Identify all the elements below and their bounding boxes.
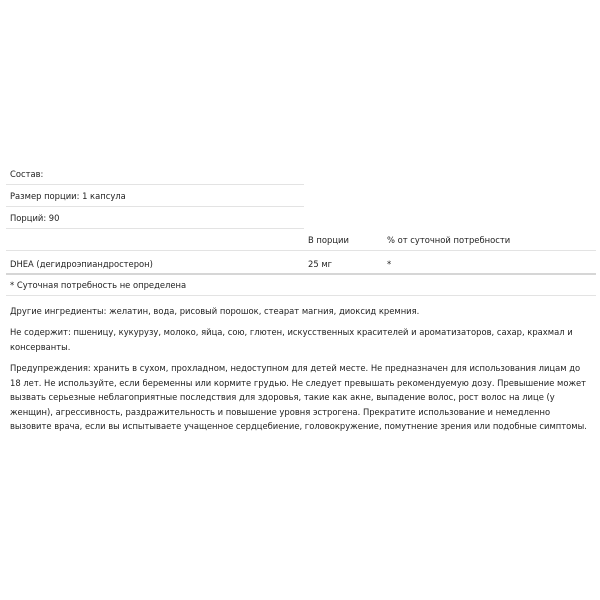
serving-size-row: [6, 185, 304, 207]
servings-row: [6, 207, 304, 229]
nutrient-amount: 25 мг: [308, 259, 333, 269]
facts-title: Состав:: [10, 169, 44, 179]
nutrient-daily-value: *: [387, 259, 392, 269]
free-of-statement: Не содержит: пшеницу, кукурузу, молоко, яйца, сою, глютен, искусственных красителей и ароматизаторов, сахар, крахмал и консерванты.: [10, 327, 573, 352]
supplement-facts-table: [6, 163, 304, 229]
serving-size: Размер порции: 1 капсула: [10, 191, 126, 201]
column-header-per-serving: В порции: [308, 235, 349, 245]
warnings: Предупреждения: хранить в сухом, прохладном, недоступном для детей месте. Не предназначен для использования лицам до 18 лет. Не используйте, если беременны или кормите грудью. Не следует превышать рекомендуемую дозу. Превышение может вызвать серьезные неблагоприятные последствия для здоровья, такие как акне, выпадение волос, рост волос на лице (у женщин), агрессивность, раздражительность и повышение уровня эстрогена. Прекратите использование и немедленно вызовите врача, если вы испытываете учащенное сердцебиение, головокружение, помутнение зрения или подобные симптомы.: [10, 363, 587, 432]
footnote: * Суточная потребность не определена: [10, 280, 187, 290]
table-row: [6, 253, 596, 275]
servings-count: Порций: 90: [10, 213, 60, 223]
nutrient-name: DHEA (дегидроэпиандростерон): [10, 259, 153, 269]
facts-title-row: [6, 163, 304, 185]
column-header-daily-value: % от суточной потребности: [387, 235, 511, 245]
table-header-row: [6, 229, 596, 251]
footnote-row: [6, 274, 596, 296]
other-ingredients: Другие ингредиенты: желатин, вода, рисовый порошок, стеарат магния, диоксид кремния.: [10, 306, 420, 316]
